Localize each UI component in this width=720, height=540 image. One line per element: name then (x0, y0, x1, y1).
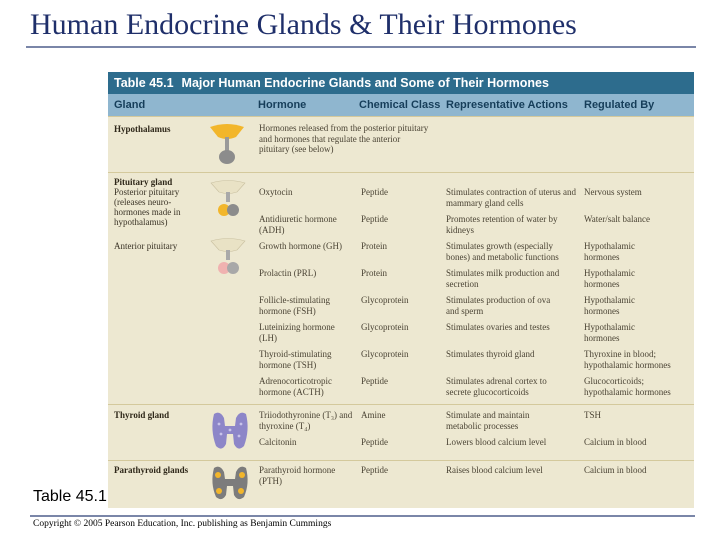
section-hypothalamus (108, 116, 694, 173)
thyroid-icon (208, 408, 252, 454)
actions-cell: Raises blood calcium level (446, 465, 543, 475)
regulated-cell: TSH (584, 410, 602, 420)
anterior-pituitary-icon (208, 237, 248, 279)
class-cell: Peptide (361, 214, 388, 224)
hormone-cell: Triiodothyronine (T₃) and thyroxine (T₄) (259, 410, 353, 431)
title-rule (26, 46, 696, 48)
posterior-pituitary-label: Posterior pituitary (releases neuro-hormones made in hypothalamus) (114, 187, 181, 227)
regulated-cell: Hypothalamic hormones (584, 268, 635, 289)
regulated-cell: Water/salt balance (584, 214, 650, 224)
class-cell: Glycoprotein (361, 322, 409, 332)
footer-rule (30, 515, 695, 517)
class-cell: Protein (361, 268, 387, 278)
class-cell: Glycoprotein (361, 295, 409, 305)
hormone-cell: Oxytocin (259, 187, 293, 197)
actions-cell: Stimulates milk production and secretion (446, 268, 560, 289)
hypothalamus-icon (206, 121, 248, 167)
gland-name: Thyroid gland (114, 410, 170, 420)
section-parathyroid (108, 460, 694, 508)
class-cell: Protein (361, 241, 387, 251)
actions-cell: Stimulates contraction of uterus and mammary gland cells (446, 187, 576, 208)
table-caption: Major Human Endocrine Glands and Some of Their Hormones (181, 76, 549, 90)
class-cell: Peptide (361, 376, 388, 386)
hormone-cell: Follicle-stimulating hormone (FSH) (259, 295, 330, 316)
regulated-cell: Hypothalamic hormones (584, 322, 635, 343)
regulated-cell: Nervous system (584, 187, 642, 197)
header-representative-actions: Representative Actions (446, 99, 568, 111)
header-regulated-by: Regulated By (584, 99, 655, 111)
actions-cell: Promotes retention of water by kidneys (446, 214, 558, 235)
regulated-cell: Calcium in blood (584, 465, 647, 475)
hormone-cell: Hormones released from the posterior pituitary and hormones that regulate the anterior pituitary (see below) (259, 123, 429, 154)
actions-cell: Stimulates ovaries and testes (446, 322, 550, 332)
class-cell: Peptide (361, 437, 388, 447)
actions-cell: Stimulates adrenal cortex to secrete glucocorticoids (446, 376, 547, 397)
regulated-cell: Hypothalamic hormones (584, 295, 635, 316)
actions-cell: Stimulates thyroid gland (446, 349, 535, 359)
hormone-cell: Antidiuretic hormone (ADH) (259, 214, 337, 235)
hormone-cell: Thyroid-stimulating hormone (TSH) (259, 349, 332, 370)
slide-title: Human Endocrine Glands & Their Hormones (30, 8, 577, 41)
hormone-cell: Adrenocorticotropic hormone (ACTH) (259, 376, 332, 397)
hormone-cell: Growth hormone (GH) (259, 241, 342, 251)
gland-name: Hypothalamus (114, 124, 171, 134)
section-thyroid (108, 404, 694, 461)
anterior-pituitary-label: Anterior pituitary (114, 241, 178, 251)
table-number: Table 45.1 (114, 76, 174, 90)
hormone-cell: Luteinizing hormone (LH) (259, 322, 335, 343)
class-cell: Peptide (361, 187, 388, 197)
regulated-cell: Hypothalamic hormones (584, 241, 635, 262)
table-label: Table 45.1 (33, 488, 107, 505)
gland-name: Pituitary gland (114, 177, 173, 187)
actions-cell: Stimulates production of ova and sperm (446, 295, 551, 316)
actions-cell: Stimulate and maintain metabolic processes (446, 410, 530, 431)
hormone-cell: Calcitonin (259, 437, 297, 447)
header-chemical-class: Chemical Class (359, 99, 441, 111)
class-cell: Glycoprotein (361, 349, 409, 359)
header-hormone: Hormone (258, 99, 307, 111)
hormone-cell: Parathyroid hormone (PTH) (259, 465, 336, 486)
table-header-row (108, 94, 694, 116)
regulated-cell: Thyroxine in blood; hypothalamic hormones (584, 349, 671, 370)
endocrine-table (108, 72, 694, 508)
regulated-cell: Calcium in blood (584, 437, 647, 447)
copyright-notice: Copyright © 2005 Pearson Education, Inc. publishing as Benjamin Cummings (33, 519, 332, 529)
section-pituitary (108, 172, 694, 405)
actions-cell: Stimulates growth (especially bones) and metabolic functions (446, 241, 559, 262)
posterior-pituitary-icon (208, 179, 248, 221)
class-cell: Peptide (361, 465, 388, 475)
gland-name: Parathyroid glands (114, 465, 189, 475)
hormone-cell: Prolactin (PRL) (259, 268, 317, 278)
header-gland: Gland (114, 99, 146, 111)
parathyroid-icon (208, 463, 252, 503)
actions-cell: Lowers blood calcium level (446, 437, 547, 447)
class-cell: Amine (361, 410, 386, 420)
regulated-cell: Glucocorticoids; hypothalamic hormones (584, 376, 671, 397)
table-caption-bar (108, 72, 694, 94)
